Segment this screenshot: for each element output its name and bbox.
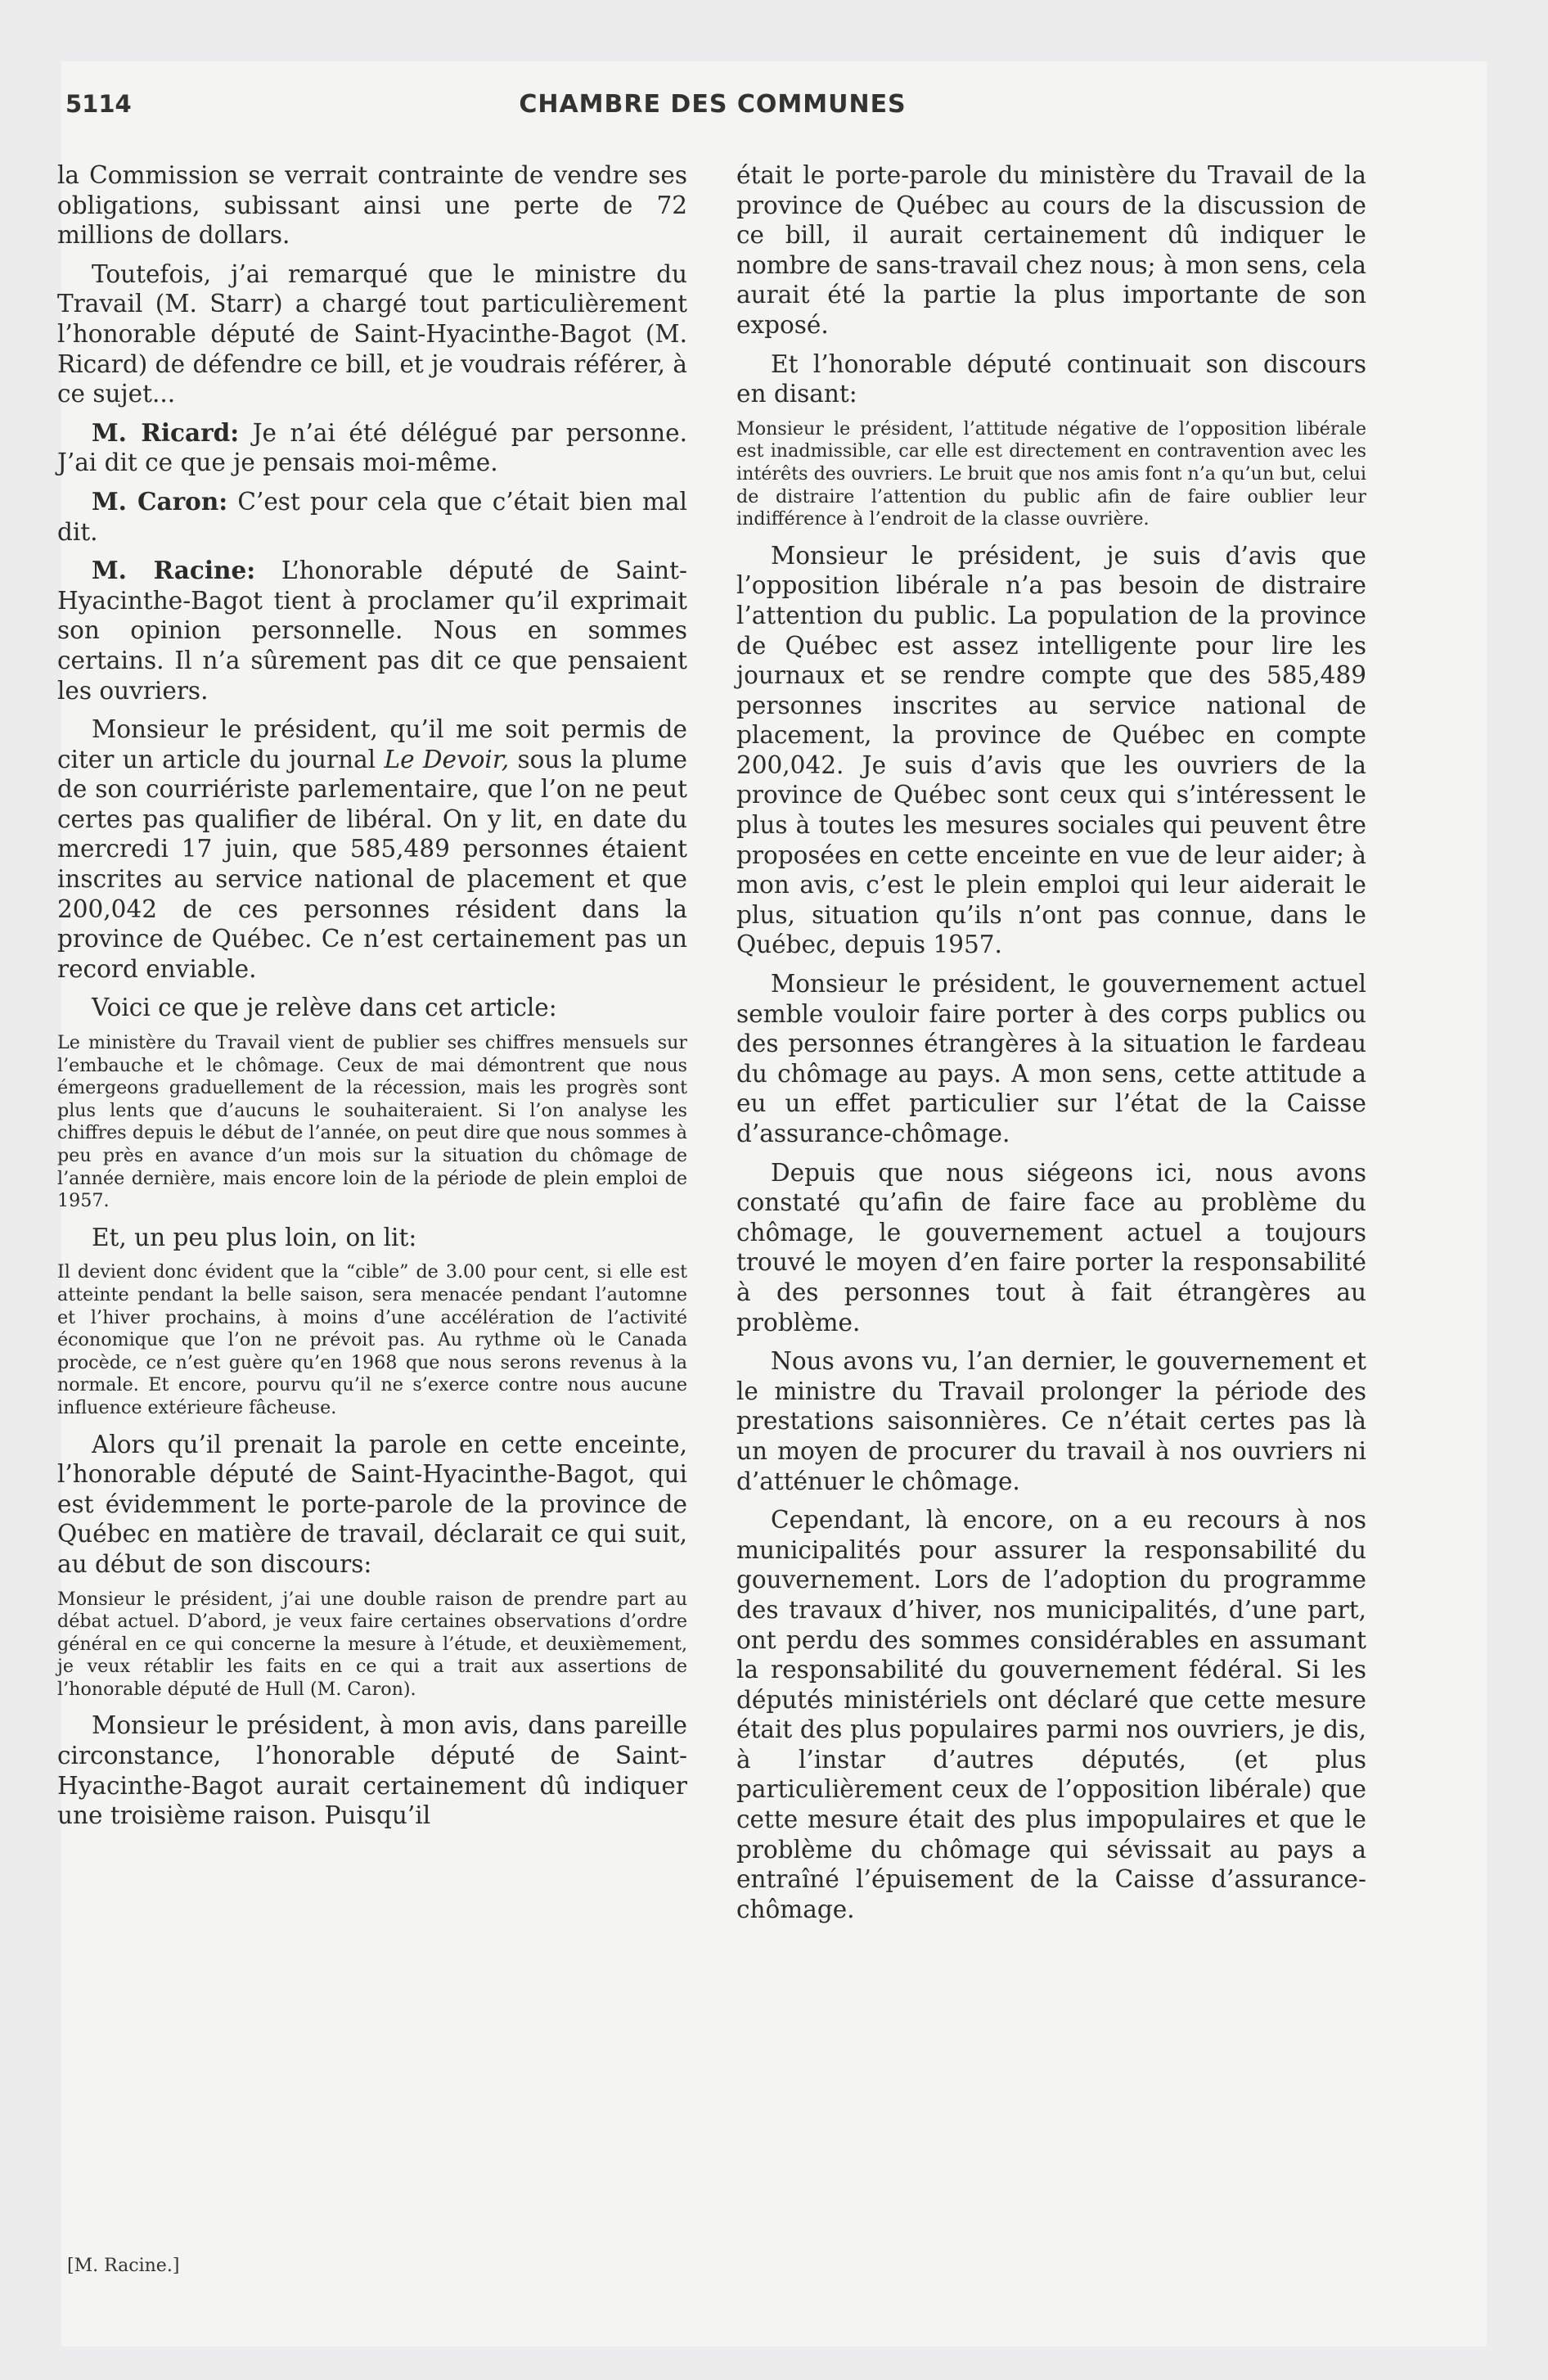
speech-text: Je n’ai été délégué par personne. J’ai dit ce que je pensais moi-même.: [57, 418, 687, 477]
block-quote: Il devient donc évident que la “cible” de 3.00 pour cent, si elle est atteinte pendant la belle saison, sera menacée pendant l’automne et l’hiver prochains, à moins d’une accélération de l’activité économique que l’on ne prévoit pas. Au rythme où le Canada procède, ce n’est guère qu’en 1968 que nous serons revenus à la normale. Et encore, pourvu qu’il ne s’exerce contre nous aucune influence extérieure fâcheuse.: [57, 1261, 687, 1418]
paragraph: Monsieur le président, le gouvernement actuel semble vouloir faire porter à des corps publics ou des personnes étrangères à la situation le fardeau du chômage au pays. A mon sens, cette attitude a eu un effet particulier sur l’état de la Caisse d’assurance-chômage.: [736, 970, 1366, 1147]
paragraph: Et l’honorable député continuait son discours en disant:: [736, 349, 1366, 408]
paragraph: était le porte-parole du ministère du Travail de la province de Québec au cours de la discussion de ce bill, il aurait certainement dû indiquer le nombre de sans-travail chez nous; à mon sens, cela aurait été la partie la plus importante de son exposé.: [736, 161, 1366, 339]
block-quote: Monsieur le président, l’attitude négative de l’opposition libérale est inadmissible, car elle est directement en contravention avec les intérêts des ouvriers. Le bruit que nos amis font n’a qu’un but, celui de distraire l’attention du public afin de faire oublier leur indifférence à l’endroit de la classe ouvrière.: [736, 417, 1366, 530]
block-quote: Le ministère du Travail vient de publier ses chiffres mensuels sur l’embauche et le chômage. Ceux de mai démontrent que nous émergeons graduellement de la récession, mais les progrès sont plus lents que d’aucuns le souhaiteraient. Si l’on analyse les chiffres depuis le début de l’année, on peut dire que nous sommes à peu près en avance d’un mois sur la situation du chômage de l’année dernière, mais encore loin de la période de plein emploi de 1957.: [57, 1032, 687, 1212]
paragraph: Nous avons vu, l’an dernier, le gouvernement et le ministre du Travail prolonger la période des prestations saisonnières. Ce n’était certes pas là un moyen de procurer du travail à nos ouvriers ni d’atténuer le chômage.: [736, 1347, 1366, 1495]
text-run: sous la plume de son courriériste parlementaire, que l’on ne peut certes pas qualifier de libéral. On y lit, en date du mercredi 17 juin, que 585,489 personnes étaient inscrites au service national de placement et que 200,042 de ces personnes résident dans la province de Québec. Ce n’est certainement pas un record enviable.: [57, 745, 687, 983]
paragraph: Voici ce que je relève dans cet article:: [92, 994, 557, 1022]
paragraph: [57, 714, 687, 984]
paragraph: Toutefois, j’ai remarqué que le ministre du Travail (M. Starr) a chargé tout particulièrement l’honorable député de Saint-Hyacinthe-Bagot (M. Ricard) de défendre ce bill, et je voudrais référer, à ce sujet...: [57, 259, 687, 408]
speaker-paragraph: [57, 418, 687, 478]
right-column: [736, 160, 1366, 1933]
paragraph: Monsieur le président, je suis d’avis que l’opposition libérale n’a pas besoin de distraire l’attention du public. La population de la province de Québec est assez intelligente pour lire les journaux et se rendre compte que des 585,489 personnes inscrites au service national de placement, la province de Québec en compte 200,042. Je suis d’avis que les ouvriers de la province de Québec sont ceux qui s’intéressent le plus à toutes les mesures sociales qui peuvent être proposées en cette enceinte en vue de leur aider; à mon avis, c’est le plein emploi qui leur aiderait le plus, situation qu’ils n’ont pas connue, dans le Québec, depuis 1957.: [736, 541, 1366, 959]
speaker-name: M. Racine:: [92, 556, 256, 585]
speaker-paragraph: [57, 487, 687, 547]
speaker-name: M. Caron:: [92, 486, 228, 516]
journal-title: Le Devoir,: [384, 745, 510, 773]
speech-text: C’est pour cela que c’était bien mal dit.: [57, 487, 687, 546]
running-head: CHAMBRE DES COMMUNES: [519, 90, 907, 119]
paragraph: la Commission se verrait contrainte de vendre ses obligations, subissant ainsi une perte de 72 millions de dollars.: [57, 161, 687, 250]
page-header: [65, 90, 1360, 131]
text-run: Monsieur le président, qu’il me soit permis de citer un article du journal: [57, 715, 687, 773]
paragraph: Cependant, là encore, on a eu recours à nos municipalités pour assurer la responsabilité du gouvernement. Lors de l’adoption du programme des travaux d’hiver, nos municipalités, d’une part, ont perdu des sommes considérables en assumant la responsabilité du gouvernement fédéral. Si les députés ministériels ont déclaré que cette mesure était des plus populaires parmi nos ouvriers, je dis, à l’instar d’autres députés, (et plus particulièrement ceux de l’opposition libérale) que cette mesure était des plus impopulaires et que le problème du chômage qui sévissait au pays a entraîné l’épuisement de la Caisse d’assurance-chômage.: [736, 1506, 1366, 1923]
speaker-paragraph: [57, 556, 687, 705]
block-quote: Monsieur le président, j’ai une double raison de prendre part au débat actuel. D’abord, je veux faire certaines observations d’ordre général en ce qui concerne la mesure à l’étude, et deuxièmement, je veux rétablir les faits en ce qui a trait aux assertions de l’honorable député de Hull (M. Caron).: [57, 1588, 687, 1700]
left-column: [57, 160, 687, 1840]
paragraph: Alors qu’il prenait la parole en cette enceinte, l’honorable député de Saint-Hyacinthe-Bagot, qui est évidemment le porte-parole de la province de Québec en matière de travail, déclarait ce qui suit, au début de son discours:: [57, 1430, 687, 1578]
speaker-tag: [M. Racine.]: [67, 2256, 180, 2276]
paragraph: Monsieur le président, à mon avis, dans pareille circonstance, l’honorable député de Saint-Hyacinthe-Bagot aurait certainement dû indiquer une troisième raison. Puisqu’il: [57, 1711, 687, 1830]
paragraph: Et, un peu plus loin, on lit:: [92, 1223, 417, 1251]
paragraph: Depuis que nous siégeons ici, nous avons constaté qu’afin de faire face au problème du chômage, le gouvernement actuel a toujours trouvé le moyen d’en faire porter la responsabilité à des personnes tout à fait étrangères au problème.: [736, 1158, 1366, 1336]
page-number: 5114: [65, 90, 132, 118]
speech-text: L’honorable député de Saint-Hyacinthe-Bagot tient à proclamer qu’il exprimait son opinion personnelle. Nous en sommes certains. Il n’a sûrement pas dit ce que pensaient les ouvriers.: [57, 557, 687, 705]
speaker-name: M. Ricard:: [92, 417, 240, 447]
